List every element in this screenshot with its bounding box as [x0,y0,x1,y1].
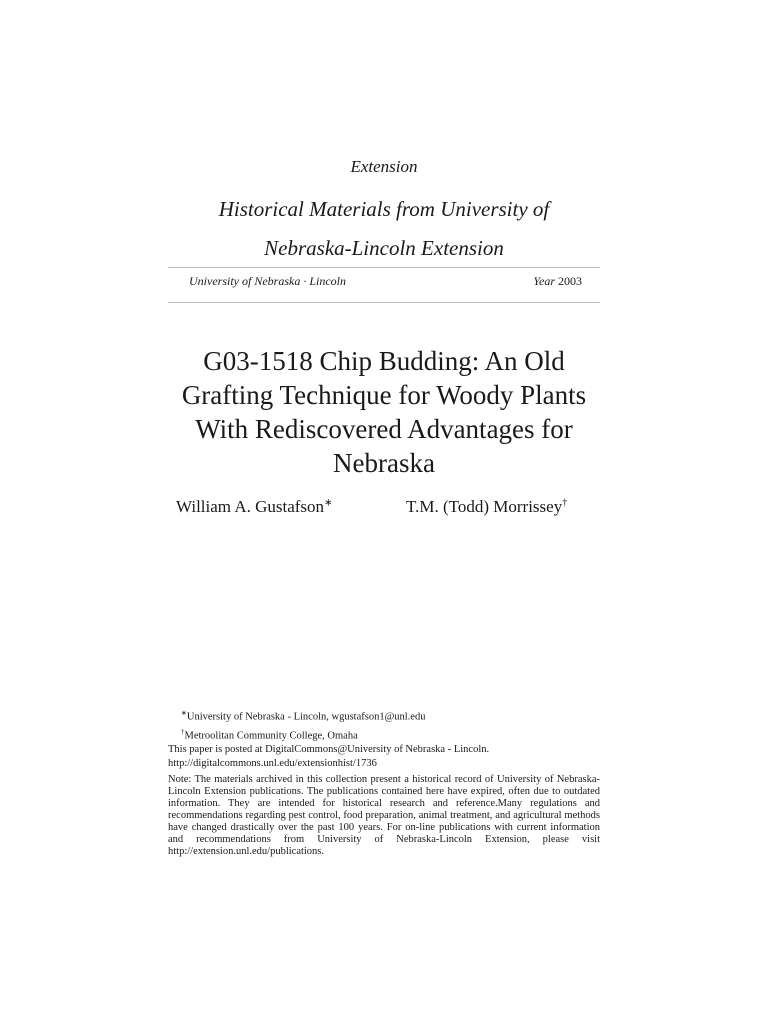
paper-url[interactable]: http://digitalcommons.unl.edu/extensionhist/1736 [168,758,377,769]
header-top-rule [168,267,600,268]
series-label: Extension [350,157,418,176]
header-bottom-rule [168,302,600,303]
footnote-1-mark: ∗ [181,709,187,717]
year-prefix: Year [533,274,555,288]
paper-title: G03-1518 Chip Budding: An Old Grafting Technique for Woody Plants With Rediscovered Advantages for Nebraska [181,346,587,478]
footnote-2-mark: † [181,727,185,736]
year-value: 2003 [558,274,582,288]
collection-title-line-2: Nebraska-Lincoln Extension [264,236,504,260]
year-label [533,274,582,289]
posted-notice: This paper is posted at DigitalCommons@University of Nebraska - Lincoln. [168,744,490,755]
author-2-name: T.M. (Todd) Morrissey [406,497,563,516]
institution-label: University of Nebraska · Lincoln [189,274,346,288]
collection-title [170,190,598,268]
footnote-1 [168,706,600,725]
collection-title-line-1: Historical Materials from University of [218,197,550,221]
author-1 [176,497,332,517]
footnote-2 [168,725,600,744]
author-1-name: William A. Gustafson [176,497,325,516]
footnotes-block [168,706,600,858]
footnote-1-text: University of Nebraska - Lincoln, wgustafson1@unl.edu [186,711,426,723]
author-2-mark: † [562,497,568,509]
footnote-2-text: Metroolitan Community College, Omaha [184,730,358,741]
author-2 [406,497,567,517]
author-1-mark: ∗ [324,497,333,509]
archive-note: Note: The materials archived in this collection present a historical record of University of Nebraska-Lincoln Extension publications. The publications contained here have expired, often due to outdated information. They are intended for historical research and reference.Many regulations and recommendations regarding pest control, food preparation, animal treatment, and agricultural methods have changed drastically over the past 100 years. For on-line publications with current information and recommendations from University of Nebraska-Lincoln Extension, please visit http://extension.unl.edu/publications. [168,774,600,857]
